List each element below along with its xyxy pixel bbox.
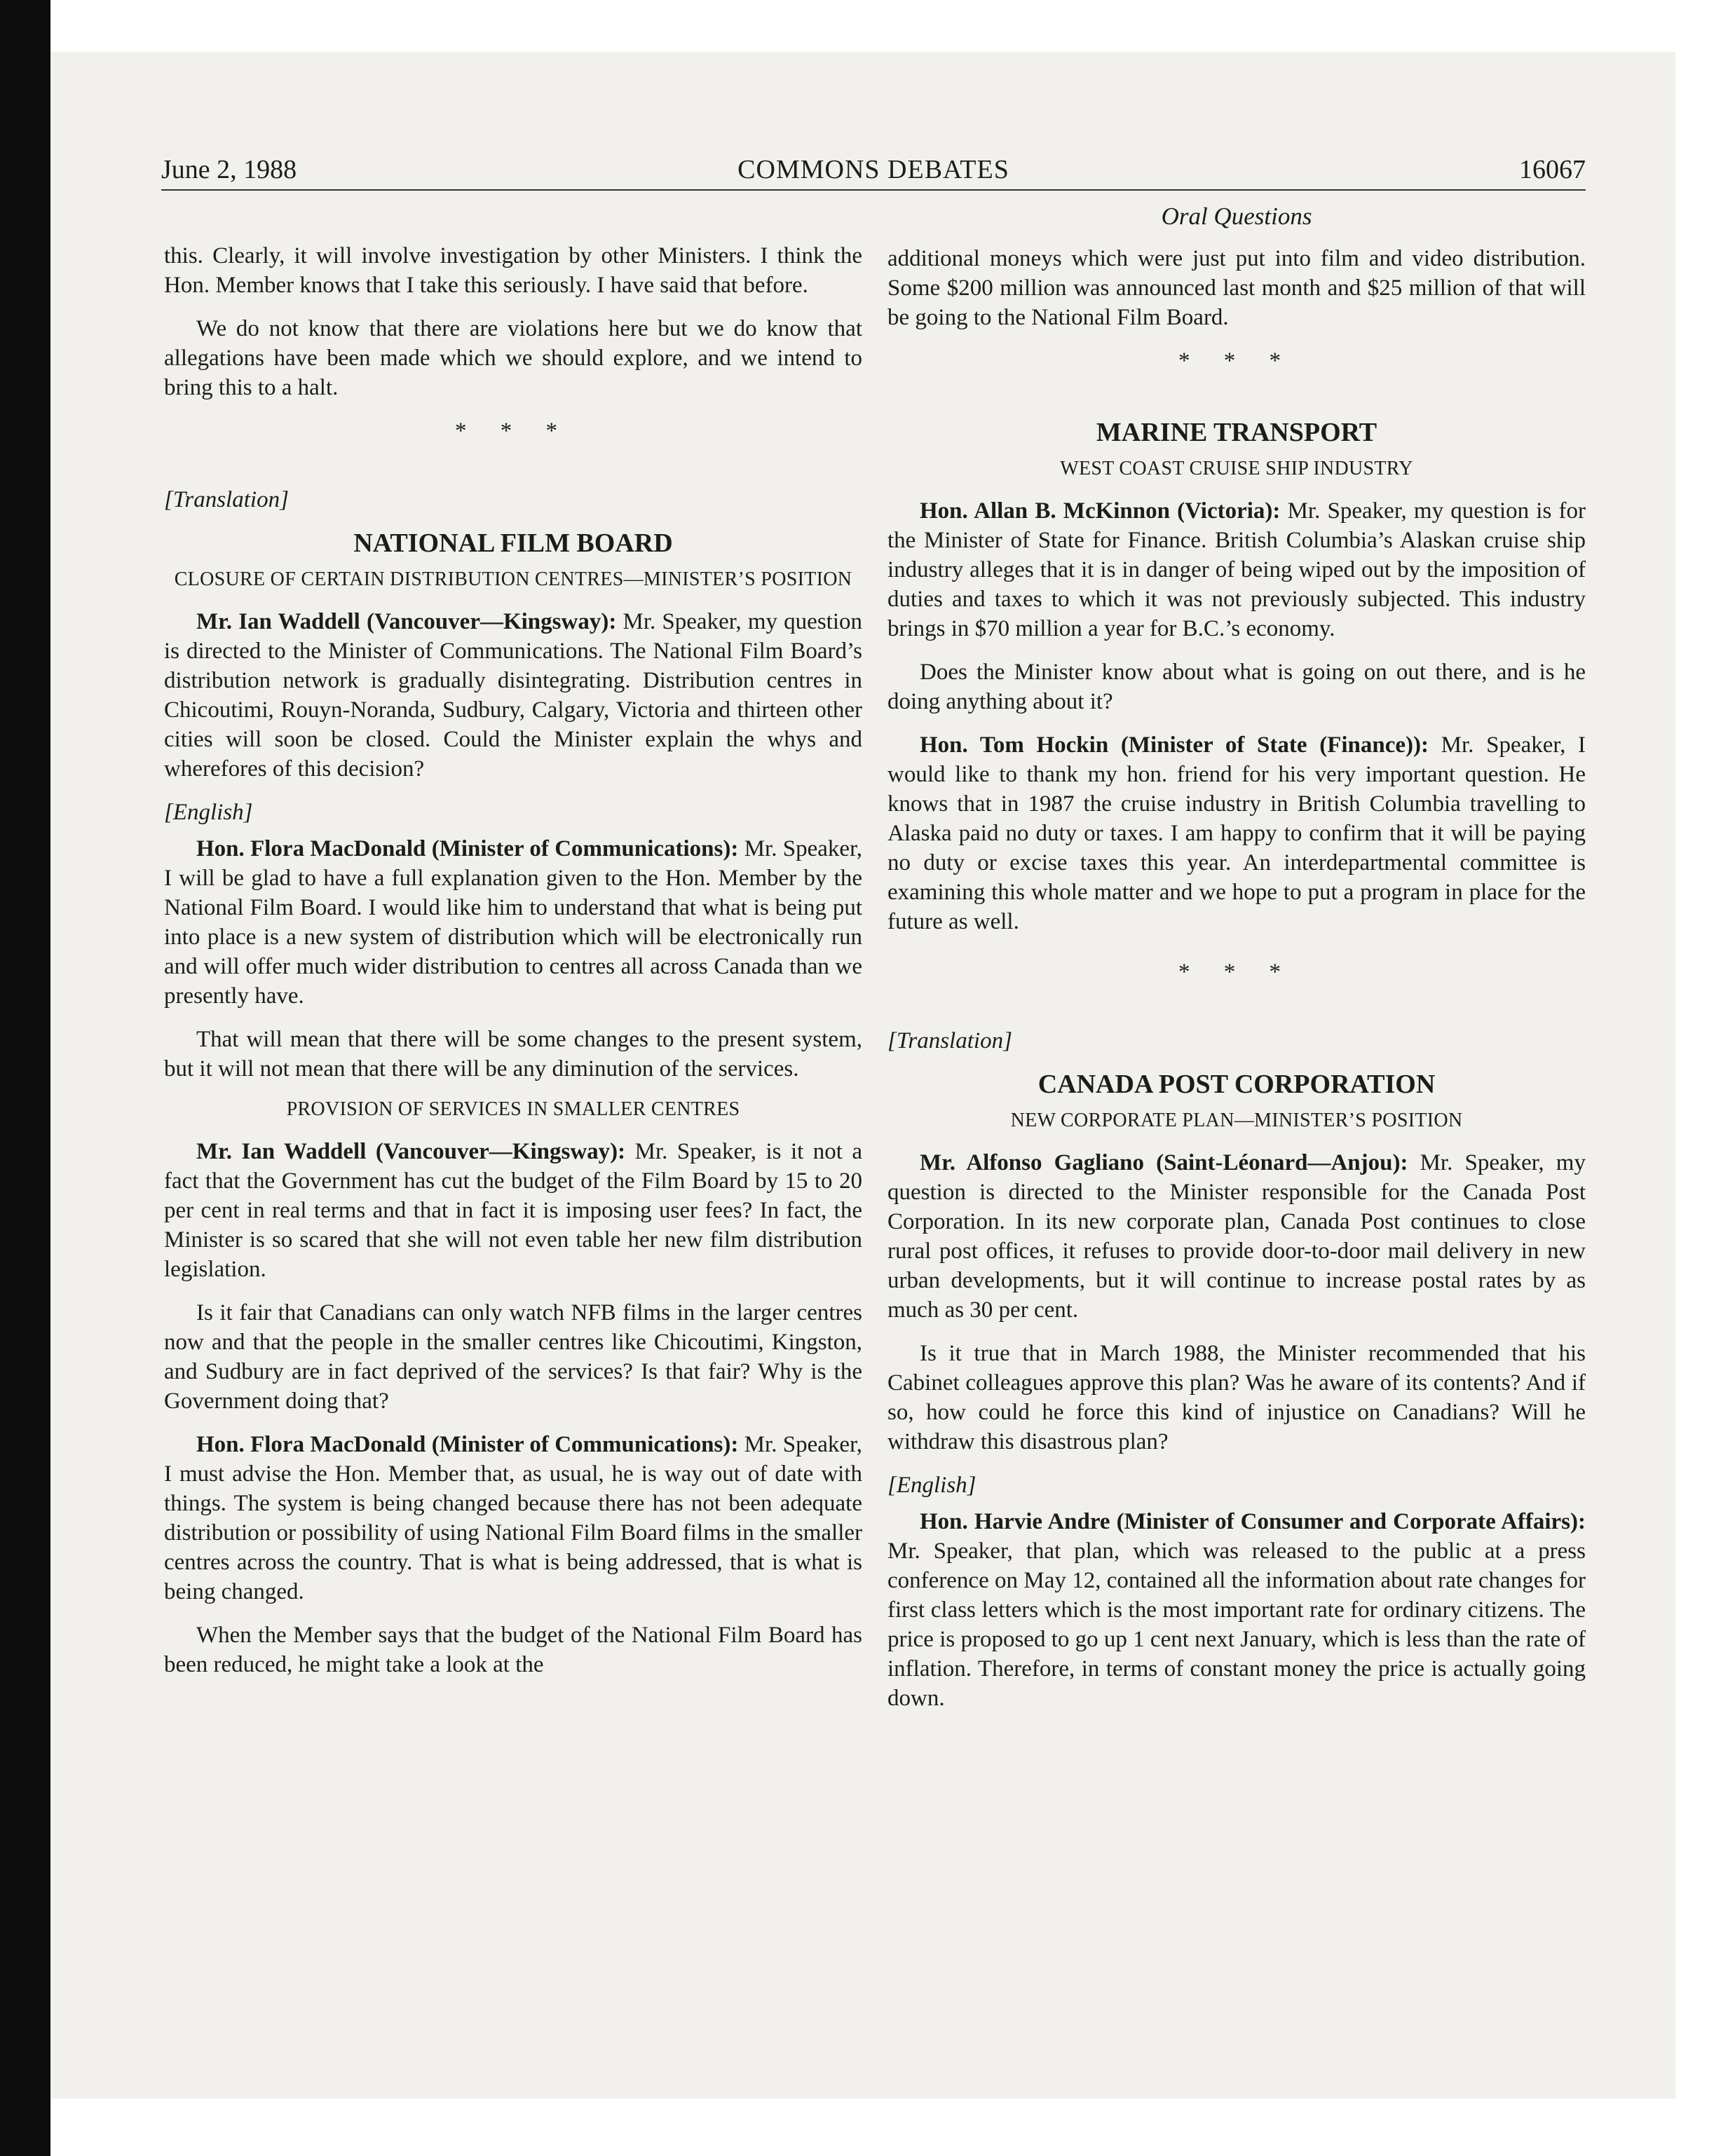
section-subheading: CLOSURE OF CERTAIN DISTRIBUTION CENTRES—MINISTER’S POSITION	[174, 568, 852, 590]
speech	[887, 496, 1586, 643]
speech-text: Mr. Speaker, my question is directed to the Minister responsible for the Canada Post Corporation. In its new corporate plan, Canada Post continues to close rural post offices, it refuses to provide door-to-door mail delivery in new urban developments, but it will continue to increase postal rates by as much as 30 per cent.	[887, 1150, 1586, 1323]
speech	[887, 1507, 1586, 1713]
speech-text: Mr. Speaker, that plan, which was released to the public at a press conference on May 12, contained all the information about rate changes for first class letters which is the most important rate for ordinary citizens. The price is proposed to go up 1 cent next January, which is less than the rate of inflation. Therefore, in terms of constant money the price is actually going down.	[887, 1538, 1586, 1711]
speaker-name: Hon. Tom Hockin (Minister of State (Finance)):	[920, 732, 1429, 758]
paragraph: this. Clearly, it will involve investigation by other Ministers. I think the Hon. Member knows that I take this seriously. I have said that before.	[164, 243, 862, 298]
section-heading: MARINE TRANSPORT	[1096, 418, 1377, 447]
speaker-name: Mr. Alfonso Gagliano (Saint-Léonard—Anjou):	[920, 1150, 1408, 1175]
speech-text: Mr. Speaker, is it not a fact that the Government has cut the budget of the Film Board by 15 to 20 per cent in real terms and that in fact it is imposing user fees? In fact, the Minister is so scared that she will not even table her new film distribution legislation.	[164, 1139, 863, 1282]
running-head	[161, 153, 1586, 191]
speaker-name: Mr. Ian Waddell (Vancouver—Kingsway):	[196, 609, 617, 634]
header-date: June 2, 1988	[161, 155, 297, 184]
paragraph: We do not know that there are violations here but we do know that allegations have been made which we should explore, and we intend to bring this to a halt.	[164, 316, 862, 400]
speech-text: Mr. Speaker, I would like to thank my hon. friend for his very important question. He knows that in 1987 the cruise industry in British Columbia travelling to Alaska paid no duty or taxes. I am happy to confirm that it will be paying no duty or excise taxes this year. An interdepartmental committee is examining this whole matter and we hope to put a program in place for the future as well.	[887, 732, 1586, 934]
speech	[164, 834, 862, 1011]
speaker-name: Hon. Harvie Andre (Minister of Consumer and Corporate Affairs):	[920, 1509, 1586, 1534]
scan-black-edge	[0, 0, 50, 2156]
language-tag: [English]	[164, 800, 253, 825]
section-separator: * * *	[1178, 348, 1295, 374]
speech	[887, 1148, 1586, 1325]
section-heading: CANADA POST CORPORATION	[1037, 1070, 1436, 1099]
paragraph: Does the Minister know about what is going on out there, and is he doing anything about it?	[887, 660, 1586, 714]
language-tag: [Translation]	[164, 487, 289, 512]
section-separator: * * *	[455, 418, 571, 444]
language-tag: [English]	[887, 1473, 977, 1498]
section-subheading: NEW CORPORATE PLAN—MINISTER’S POSITION	[1010, 1110, 1463, 1131]
speaker-name: Hon. Allan B. McKinnon (Victoria):	[920, 498, 1281, 524]
paragraph: Is it fair that Canadians can only watch NFB films in the larger centres now and that the people in the smaller centres like Chicoutimi, Kingston, and Sudbury are in fact deprived of the services? Is that fair? Why is the Government doing that?	[164, 1300, 862, 1414]
section-subheading: PROVISION OF SERVICES IN SMALLER CENTRES	[286, 1098, 740, 1120]
paragraph: That will mean that there will be some changes to the present system, but it will not mean that there will be any diminution of the services.	[164, 1027, 862, 1082]
speech-text: Mr. Speaker, I will be glad to have a full explanation given to the Hon. Member by the National Film Board. I would like him to understand that what is being put into place is a new system of distribution which will be electronically run and will offer much wider distribution to centres all across Canada than we presently have.	[164, 836, 862, 1009]
section-subheading: WEST COAST CRUISE SHIP INDUSTRY	[1060, 458, 1413, 479]
speaker-name: Hon. Flora MacDonald (Minister of Communications):	[196, 1432, 739, 1457]
speech-text: Mr. Speaker, my question is directed to the Minister of Communications. The National Film Board’s distribution network is gradually disintegrating. Distribution centres in Chicoutimi, Rouyn-Noranda, Sudbury, Calgary, Victoria and thirteen other cities will soon be closed. Could the Minister explain the whys and wherefores of this decision?	[164, 609, 863, 782]
header-page-number: 16067	[1519, 155, 1586, 184]
left-column	[164, 241, 862, 1693]
right-column	[887, 203, 1586, 1727]
speech	[164, 607, 862, 784]
paragraph: additional moneys which were just put into film and video distribution. Some $200 million was announced last month and $25 million of that will be going to the National Film Board.	[887, 246, 1586, 330]
section-heading: NATIONAL FILM BOARD	[353, 528, 673, 558]
speech	[164, 1137, 862, 1284]
paragraph: Is it true that in March 1988, the Minister recommended that his Cabinet colleagues approve this plan? Was he aware of its contents? And if so, how could he force this kind of injustice on Canadians? Will he withdraw this disastrous plan?	[887, 1341, 1586, 1454]
speech-text: Mr. Speaker, I must advise the Hon. Member that, as usual, he is way out of date with things. The system is being changed because there has not been adequate distribution or possibility of using National Film Board films in the smaller centres across the country. That is what is being addressed, that is what is being changed.	[164, 1432, 862, 1604]
speech	[887, 730, 1586, 936]
speech	[164, 1430, 862, 1606]
speaker-name: Mr. Ian Waddell (Vancouver—Kingsway):	[196, 1139, 626, 1164]
section-label: Oral Questions	[1161, 203, 1312, 230]
speech-text: Mr. Speaker, my question is for the Minister of State for Finance. British Columbia’s Alaskan cruise ship industry alleges that it is in danger of being wiped out by the imposition of duties and taxes to which it was not previously subjected. This industry brings in $70 million a year for B.C.’s economy.	[887, 498, 1586, 641]
speaker-name: Hon. Flora MacDonald (Minister of Communications):	[196, 836, 739, 861]
header-publication: COMMONS DEBATES	[737, 155, 1009, 184]
language-tag: [Translation]	[887, 1028, 1012, 1053]
section-separator: * * *	[1178, 960, 1295, 985]
paragraph: When the Member says that the budget of the National Film Board has been reduced, he might take a look at the	[164, 1623, 862, 1677]
